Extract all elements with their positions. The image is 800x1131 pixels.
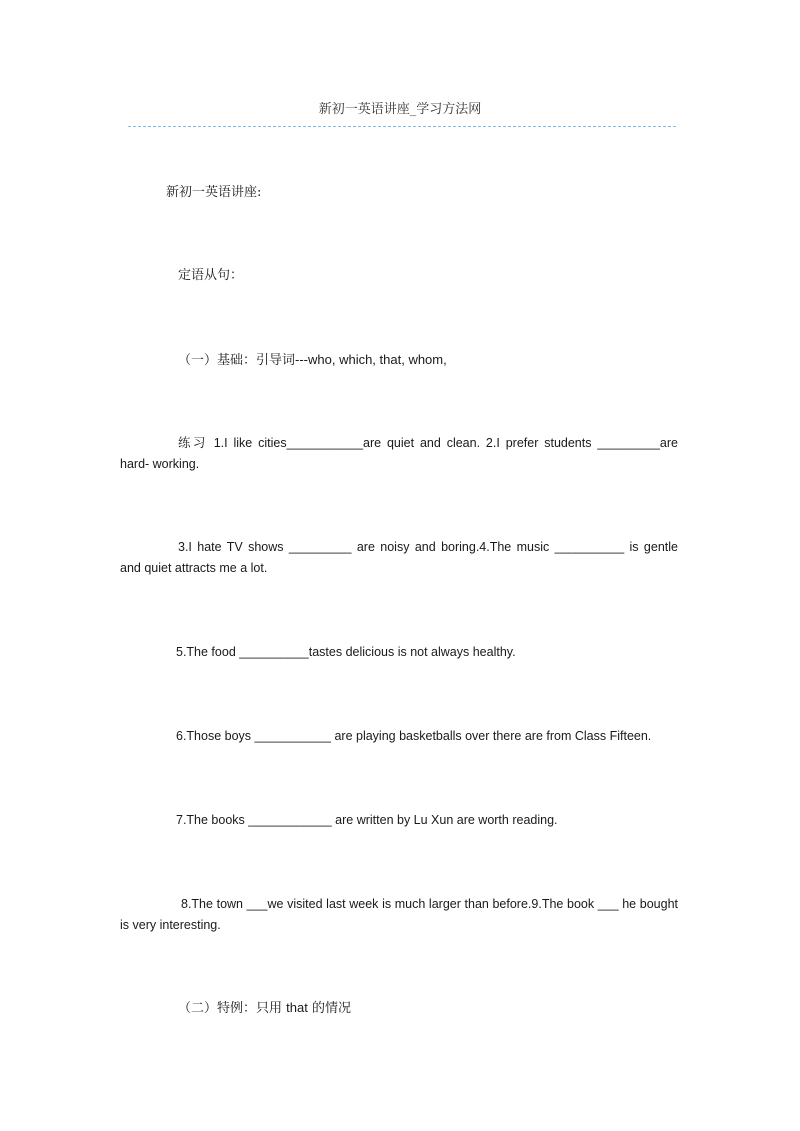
lecture-heading: 新初一英语讲座: <box>166 185 262 200</box>
exercise-3-4: 3.I hate TV shows _________ are noisy and boring.4.The music __________ is gentle and quiet attracts me a lot. <box>120 540 678 575</box>
part-one-heading <box>178 349 447 371</box>
exercise-8-9: 8.The town ___we visited last week is much larger than before.9.The book ___ he bought is very interesting. <box>120 897 678 932</box>
exercise-7: 7.The books ____________ are written by Lu Xun are worth reading. <box>176 813 558 827</box>
exercise-1-2 <box>120 432 678 475</box>
part-two-keyword: that <box>286 1000 308 1015</box>
part-one-label: （一）基础：引导词 <box>178 353 296 368</box>
exercise-5: 5.The food __________tastes delicious is not always healthy. <box>176 645 516 659</box>
part-one-words: ---who, which, that, whom, <box>295 352 447 367</box>
section-title: 定语从句： <box>178 268 244 283</box>
page-header-title: 新初一英语讲座_学习方法网 <box>318 102 482 117</box>
exercise-label: 练习 <box>178 435 208 450</box>
exercise-1-2-text: 1.I like cities___________are quiet and clean. 2.I prefer students _________are hard- working. <box>120 436 678 471</box>
header-divider <box>128 126 676 127</box>
part-two-label-suffix: 的情况 <box>307 1001 351 1016</box>
exercise-6: 6.Those boys ___________ are playing basketballs over there are from Class Fifteen. <box>176 729 652 743</box>
part-two-label-prefix: （二）特例：只用 <box>178 1001 287 1016</box>
part-two-heading <box>178 997 351 1019</box>
